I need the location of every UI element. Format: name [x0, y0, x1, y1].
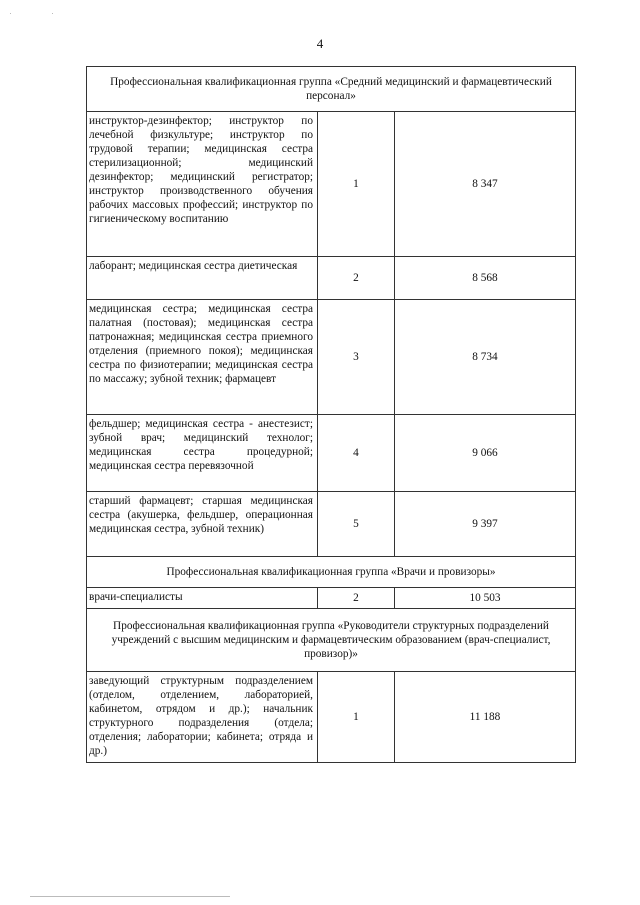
- qualification-table: [86, 66, 576, 763]
- salary-value: 10 503: [395, 588, 576, 609]
- table-row: [87, 257, 576, 300]
- qualification-level: 5: [318, 492, 395, 557]
- table-row: [87, 415, 576, 492]
- salary-value: 11 188: [395, 672, 576, 763]
- salary-value: 8 734: [395, 300, 576, 415]
- section-header-row: [87, 67, 576, 112]
- position-names: фельдшер; медицинская сестра - анестезист; зубной врач; медицинский технолог; медицинская сестра процедурной; медицинская сестра перевязочной: [87, 415, 318, 492]
- qualification-level: 3: [318, 300, 395, 415]
- salary-value: 8 568: [395, 257, 576, 300]
- qualification-level: 4: [318, 415, 395, 492]
- table-row: [87, 300, 576, 415]
- qualification-level: 1: [318, 112, 395, 257]
- salary-value: 9 397: [395, 492, 576, 557]
- table-row: [87, 492, 576, 557]
- salary-value: 9 066: [395, 415, 576, 492]
- table-row: [87, 588, 576, 609]
- position-names: лаборант; медицинская сестра диетическая: [87, 257, 318, 300]
- qualification-level: 2: [318, 257, 395, 300]
- table-row: [87, 112, 576, 257]
- scan-mark: [52, 13, 53, 14]
- salary-value: 8 347: [395, 112, 576, 257]
- position-names: старший фармацевт; старшая медицинская сестра (акушерка, фельдшер, операционная медицинская сестра, зубной техник): [87, 492, 318, 557]
- position-names: врачи-специалисты: [87, 588, 318, 609]
- section-header: Профессиональная квалификационная группа «Средний медицинский и фармацевтический персонал»: [87, 67, 576, 112]
- footer-rule: [30, 896, 230, 897]
- position-names: медицинская сестра; медицинская сестра палатная (постовая); медицинская сестра патронажная; медицинская сестра приемного отделения (приемного покоя); медицинская сестра по физиотерапии; медицинская сестра по массажу; зубной техник; фармацевт: [87, 300, 318, 415]
- section-header: Профессиональная квалификационная группа «Врачи и провизоры»: [87, 557, 576, 588]
- scan-mark: [10, 13, 11, 14]
- position-names: инструктор-дезинфектор; инструктор по лечебной физкультуре; инструктор по трудовой терапии; медицинская сестра стерилизационной; медицинский дезинфектор; медицинский регистратор; инструктор производственного обучения рабочих массовых профессий; инструктор по гигиеническому воспитанию: [87, 112, 318, 257]
- position-names: заведующий структурным подразделением (отделом, отделением, лабораторией, кабинетом, отрядом и др.); начальник структурного подразделения (отдела; отделения; лаборатории; кабинета; отряда и др.): [87, 672, 318, 763]
- qualification-level: 1: [318, 672, 395, 763]
- section-header: Профессиональная квалификационная группа «Руководители структурных подразделений учреждений с высшим медицинским и фармацевтическим образованием (врач-специалист, провизор)»: [87, 609, 576, 672]
- section-header-row: [87, 609, 576, 672]
- page-number: 4: [316, 36, 324, 51]
- qualification-level: 2: [318, 588, 395, 609]
- table-row: [87, 672, 576, 763]
- section-header-row: [87, 557, 576, 588]
